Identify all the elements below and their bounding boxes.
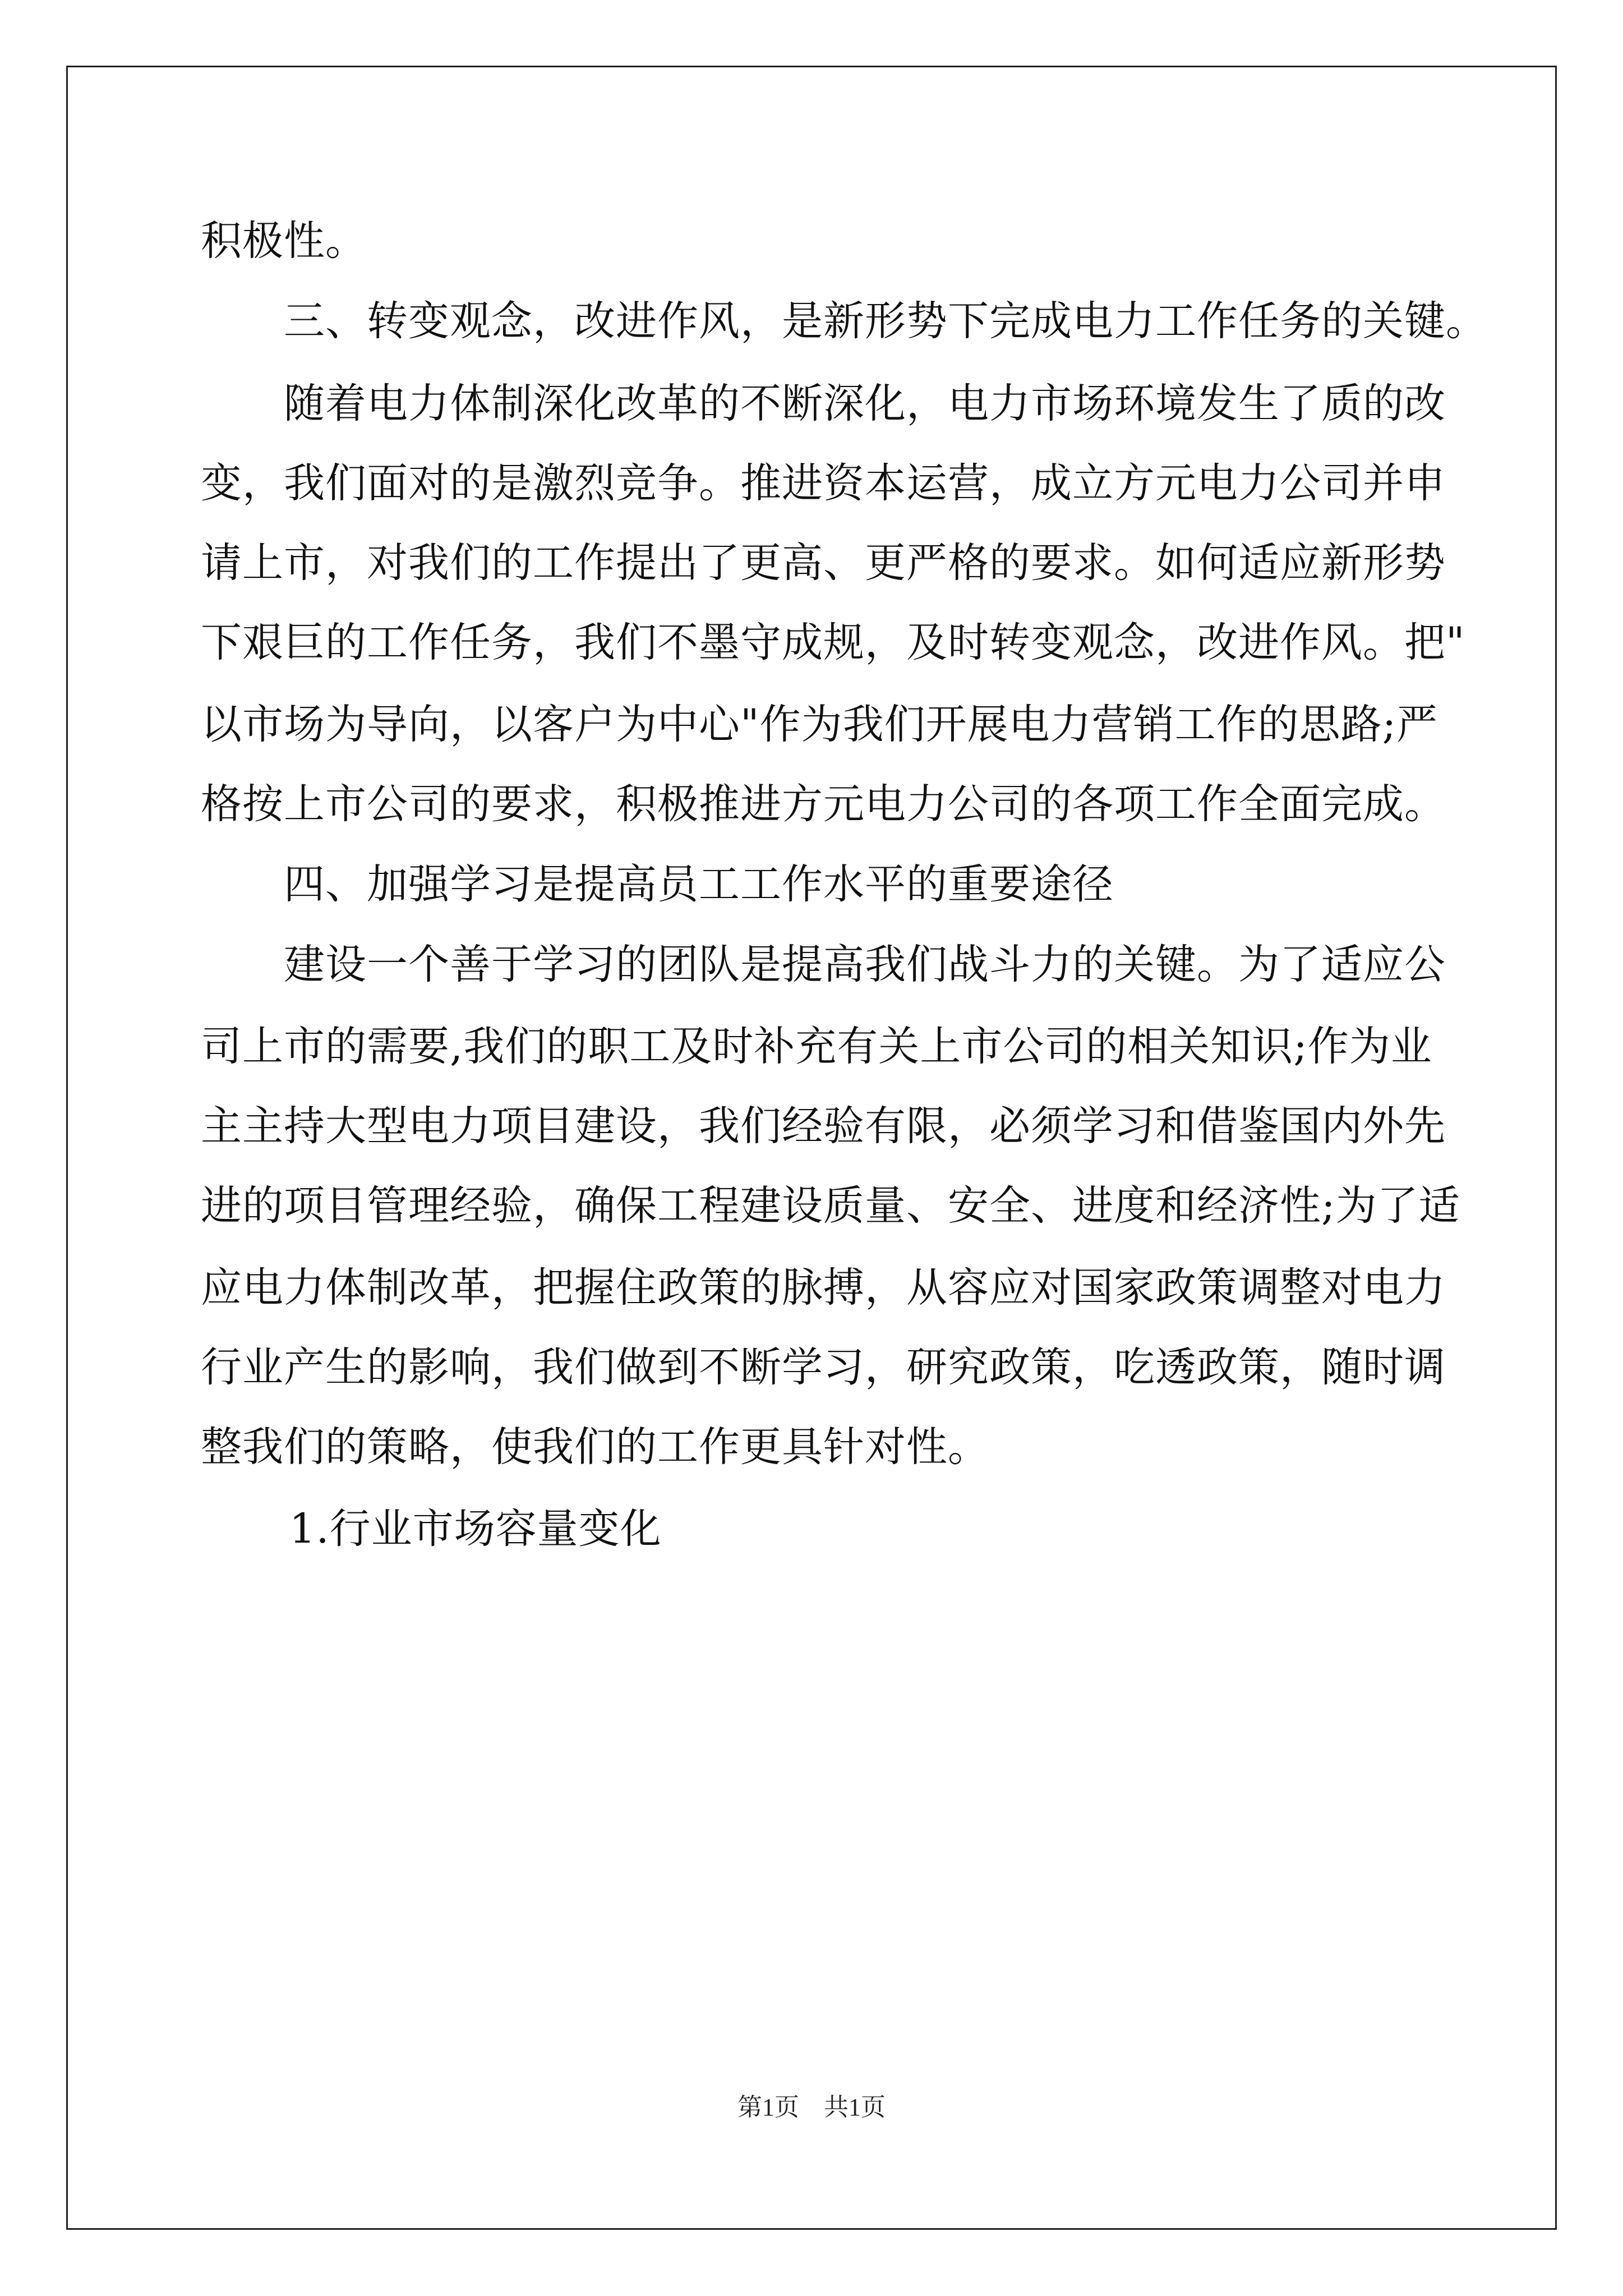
section-heading: 三、转变观念，改进作风，是新形势下完成电力工作任务的关键。 <box>284 297 1487 345</box>
text-line: 格按上市公司的要求，积极推进方元电力公司的各项工作全面完成。 <box>201 780 1446 828</box>
subsection-heading: 1.行业市场容量变化 <box>289 1505 662 1553</box>
text-line: 积极性。 <box>201 217 367 265</box>
text-line: 司上市的需要,我们的职工及时补充有关上市公司的相关知识;作为业 <box>201 1023 1432 1070</box>
text-line: 整我们的策略，使我们的工作更具针对性。 <box>201 1423 989 1471</box>
text-line: 应电力体制改革，把握住政策的脉搏，从容应对国家政策调整对电力 <box>201 1264 1446 1312</box>
page-number: 第1页 共1页 <box>737 2093 886 2121</box>
text-line: 行业产生的影响，我们做到不断学习，研究政策，吃透政策，随时调 <box>201 1343 1446 1391</box>
text-line: 主主持大型电力项目建设，我们经验有限，必须学习和借鉴国内外先 <box>201 1102 1446 1150</box>
text-line: 下艰巨的工作任务，我们不墨守成规，及时转变观念，改进作风。把" <box>201 619 1465 666</box>
text-line: 进的项目管理经验，确保工程建设质量、安全、进度和经济性;为了适 <box>201 1182 1460 1230</box>
text-line: 建设一个善于学习的团队是提高我们战斗力的关键。为了适应公 <box>284 941 1446 988</box>
text-line: 变，我们面对的是激烈竞争。推进资本运营，成立方元电力公司并申 <box>201 459 1446 507</box>
text-line: 随着电力体制深化改革的不断深化，电力市场环境发生了质的改 <box>284 380 1446 427</box>
text-line: 以市场为导向，以客户为中心"作为我们开展电力营销工作的思路;严 <box>201 701 1438 748</box>
text-line: 请上市，对我们的工作提出了更高、更严格的要求。如何适应新形势 <box>201 539 1446 587</box>
section-heading: 四、加强学习是提高员工工作水平的重要途径 <box>284 861 1114 908</box>
